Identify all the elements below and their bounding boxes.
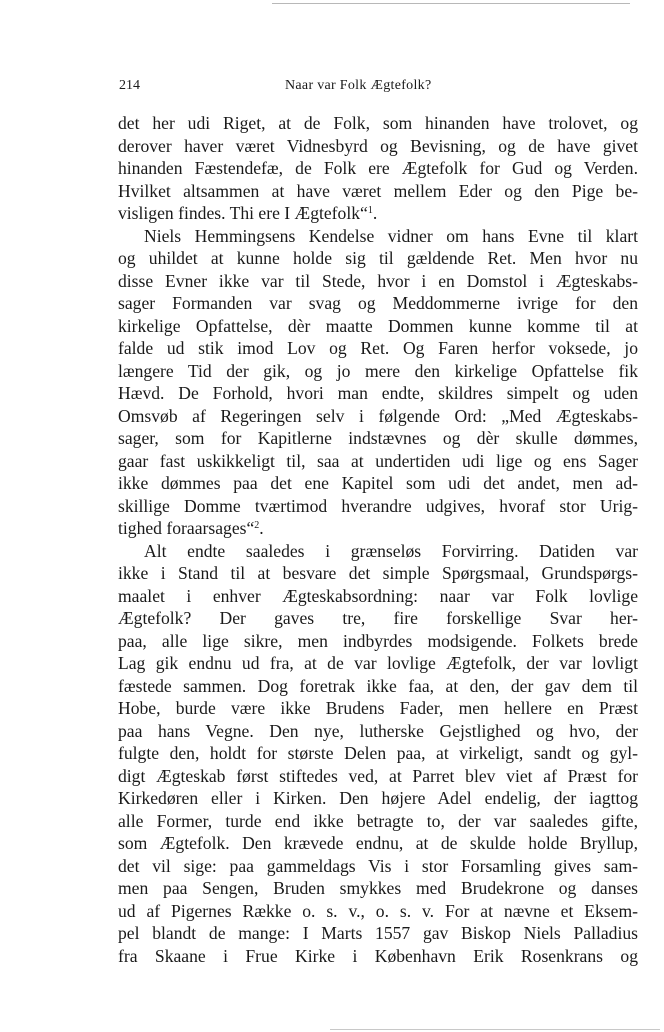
line-text: Omsvøb af Regeringen selv i følgende Ord: „Med Ægteskabs-	[118, 405, 638, 426]
line-text: kirkelige Opfattelse, dèr maatte Dommen kunne komme til at	[118, 315, 638, 336]
line-text: Niels Hemmingsens Kendelse vidner om hans Evne til klart	[144, 225, 638, 246]
line-text: Hvilket altsammen at have været mellem Eder og den Pige be-	[118, 180, 638, 201]
line-text: fra Skaane i Frue Kirke i København Erik Rosenkrans og	[118, 945, 638, 966]
text-line	[118, 742, 638, 765]
line-text: Hobe, burde være ikke Brudens Fader, men hellere en Præst	[118, 698, 638, 718]
text-line	[118, 877, 638, 900]
footnote-marker: 2	[254, 520, 260, 531]
text-line	[118, 765, 638, 788]
text-line	[118, 652, 638, 675]
line-suffix: .	[259, 518, 264, 538]
text-line	[118, 900, 638, 923]
text-line	[118, 675, 638, 698]
line-text: og uhildet at kunne holde sig til gældende Ret. Men hvor nu	[118, 248, 638, 268]
running-title: Naar var Folk Ægtefolk?	[285, 78, 432, 93]
text-line	[118, 157, 638, 180]
text-line	[118, 202, 638, 225]
line-text: ud af Pigernes Række o. s. v., o. s. v. For at nævne et Eksem-	[118, 900, 638, 921]
line-text: disse Evner ikke var til Stede, hvor i en Domstol i Ægteskabs-	[118, 270, 638, 291]
text-line	[118, 585, 638, 608]
text-line	[118, 360, 638, 383]
text-line	[118, 562, 638, 585]
text-line	[118, 472, 638, 495]
line-text: det vil sige: paa gammeldags Vis i stor Forsamling gives sam-	[118, 855, 638, 876]
text-line	[118, 337, 638, 360]
line-text: fulgte den, holdt for største Delen paa, at virkeligt, sandt og gyl-	[118, 743, 638, 763]
line-text: alle Former, turde end ikke betragte to, der var saaledes gifte,	[118, 810, 638, 831]
line-text: tighed foraarsages“	[118, 518, 255, 538]
line-text: men paa Sengen, Bruden smykkes med Brudekrone og danses	[118, 878, 638, 898]
text-line	[118, 495, 638, 518]
text-line	[118, 180, 638, 203]
line-text: falde ud stik imod Lov og Ret. Og Faren herfor voksede, jo	[118, 338, 638, 358]
text-line	[118, 225, 638, 248]
page-number: 214	[119, 78, 140, 93]
text-line	[118, 382, 638, 405]
line-text: Ægtefolk? Der gaves tre, fire forskellige Svar her-	[118, 608, 638, 628]
text-line	[118, 810, 638, 833]
line-text: Hævd. De Forhold, hvori man endte, skildres simpelt og uden	[118, 383, 638, 403]
line-text: paa, alle lige sikre, men indbyrdes modsigende. Folkets brede	[118, 630, 638, 651]
text-line	[118, 517, 638, 540]
line-suffix: .	[372, 203, 378, 223]
text-line	[118, 135, 638, 158]
text-line	[118, 292, 638, 315]
footnote-marker: 1	[367, 205, 373, 216]
line-text: Kirkedøren eller i Kirken. Den højere Adel endelig, der iagttog	[118, 788, 638, 808]
line-text: visligen findes. Thi ere I Ægtefolk“	[118, 203, 368, 223]
line-text: maalet i enhver Ægteskabsordning: naar var Folk lovlige	[118, 585, 638, 606]
line-text: derover haver været Vidnesbyrd og Bevisning, og de have givet	[118, 135, 638, 156]
text-line	[118, 450, 638, 473]
line-text: sager Formanden var svag og Meddommerne ivrige for den	[118, 293, 638, 313]
top-rule	[272, 3, 630, 4]
text-line	[118, 945, 638, 968]
line-text: fæstede sammen. Dog foretrak ikke faa, at den, der gav dem til	[118, 675, 638, 696]
line-text: Alt endte saaledes i grænseløs Forvirring. Datiden var	[144, 540, 638, 561]
line-text: det her udi Riget, at de Folk, som hinanden have trolovet, og	[118, 113, 638, 133]
text-line	[118, 427, 638, 450]
line-text: pel blandt de mange: I Marts 1557 gav Biskop Niels Palladius	[118, 923, 638, 943]
body-text	[118, 112, 638, 967]
text-line	[118, 855, 638, 878]
line-text: Lag gik endnu ud fra, at de var lovlige Ægtefolk, der var lovligt	[118, 653, 638, 673]
text-line	[118, 630, 638, 653]
line-text: som Ægtefolk. Den krævede endnu, at de skulde holde Bryllup,	[118, 833, 638, 853]
text-line	[118, 315, 638, 338]
text-line	[118, 247, 638, 270]
text-line	[118, 832, 638, 855]
line-text: paa hans Vegne. Den nye, lutherske Gejstlighed og hvo, der	[118, 720, 638, 741]
line-text: gaar fast uskikkeligt til, saa at undertiden udi lige og ens Sager	[118, 450, 638, 471]
text-line	[118, 540, 638, 563]
line-text: sager, som for Kapitlerne indstævnes og dèr skulle dømmes,	[118, 428, 638, 448]
text-line	[118, 697, 638, 720]
line-text: ikke dømmes paa det ene Kapitel som udi det andet, men ad-	[118, 473, 638, 493]
line-text: hinanden Fæstendefæ, de Folk ere Ægtefolk for Gud og Verden.	[118, 158, 638, 178]
text-line	[118, 607, 638, 630]
text-line	[118, 922, 638, 945]
bottom-rule	[330, 1029, 660, 1030]
line-text: ikke i Stand til at besvare det simple Spørgsmaal, Grundspørgs-	[118, 563, 638, 583]
line-text: digt Ægteskab først stiftedes ved, at Parret blev viet af Præst for	[118, 765, 638, 786]
text-line	[118, 270, 638, 293]
text-line	[118, 720, 638, 743]
text-line	[118, 112, 638, 135]
page-header	[119, 78, 639, 98]
line-text: skillige Domme tværtimod hverandre udgives, hvoraf stor Urig-	[118, 495, 638, 516]
line-text: længere Tid der gik, og jo mere den kirkelige Opfattelse fik	[118, 360, 638, 381]
text-line	[118, 405, 638, 428]
text-line	[118, 787, 638, 810]
